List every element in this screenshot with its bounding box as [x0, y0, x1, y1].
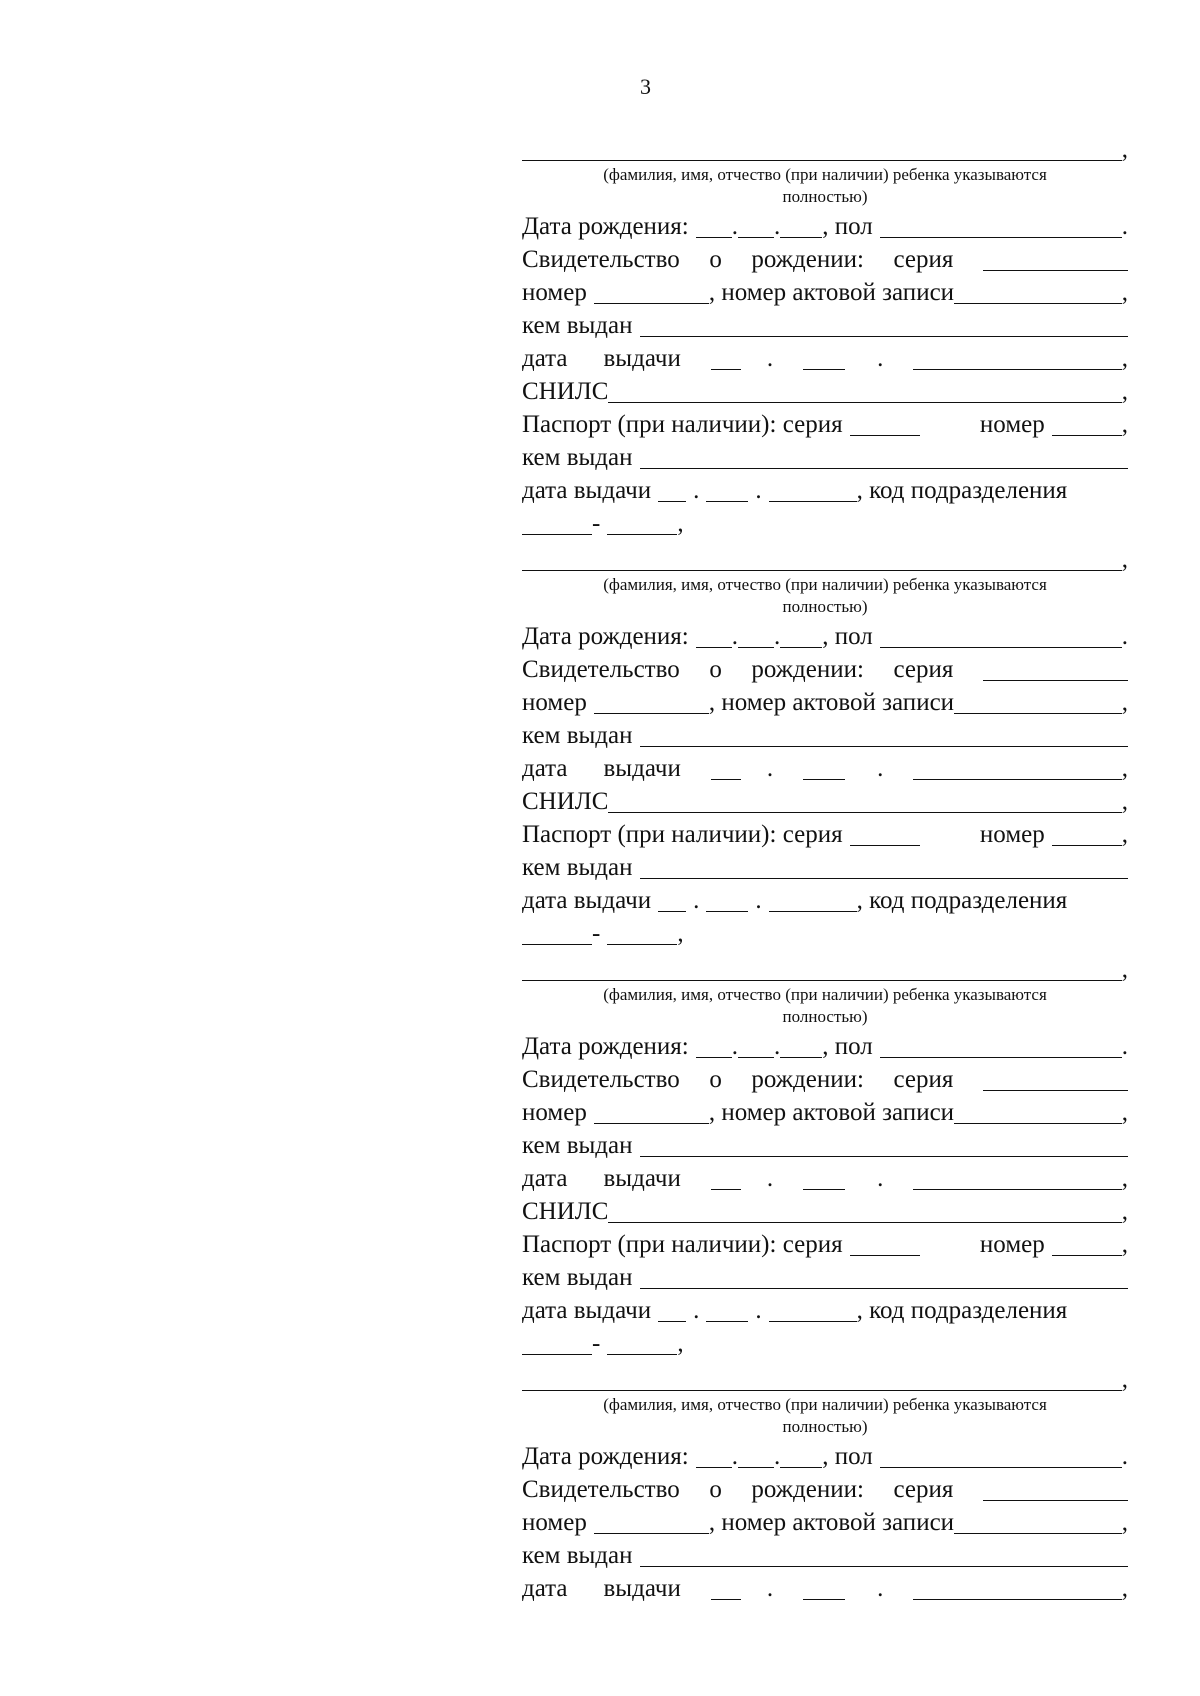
certificate-issue-date-row: дата выдачи . . ,	[522, 1165, 1128, 1192]
passport-issued-by-row: кем выдан	[522, 849, 1128, 882]
certificate-issued-by-row: кем выдан	[522, 307, 1128, 340]
birth-day-field[interactable]	[696, 215, 732, 238]
birth-month-field[interactable]	[738, 625, 774, 648]
page-number: 3	[640, 74, 651, 99]
passport-issue-date-row: дата выдачи . . , код подразделения	[522, 887, 1068, 914]
division-code-row: - ,	[522, 505, 1128, 538]
passport-issue-year-field[interactable]	[769, 889, 857, 912]
passport-row: Паспорт (при наличии): серия номер ,	[522, 1231, 1128, 1258]
passport-row: Паспорт (при наличии): серия номер ,	[522, 821, 1128, 848]
sex-label: , пол	[822, 1033, 873, 1060]
certificate-series-field[interactable]	[983, 1478, 1128, 1501]
birth-day-field[interactable]	[696, 625, 732, 648]
birth-year-field[interactable]	[780, 625, 822, 648]
passport-number-field[interactable]	[1052, 1233, 1122, 1256]
passport-issue-month-field[interactable]	[706, 889, 748, 912]
sex-field[interactable]	[880, 215, 1122, 238]
certificate-issue-month-field[interactable]	[803, 1577, 845, 1600]
child-name-row: ,	[522, 1368, 1128, 1394]
certificate-issue-day-field[interactable]	[711, 1577, 741, 1600]
certificate-issued-by-field[interactable]	[640, 1544, 1129, 1567]
certificate-number-field[interactable]	[594, 1511, 709, 1534]
sex-label: , пол	[822, 213, 873, 240]
certificate-number-field[interactable]	[594, 691, 709, 714]
passport-issued-by-field[interactable]	[640, 856, 1129, 879]
division-code-part2-field[interactable]	[607, 1332, 677, 1355]
child-name-row: ,	[522, 548, 1128, 574]
certificate-issued-by-field[interactable]	[640, 1134, 1129, 1157]
birth-certificate-row: Свидетельство о рождении: серия	[522, 651, 1128, 684]
snils-field[interactable]	[608, 380, 1121, 403]
birth-date-label: Дата рождения:	[522, 623, 689, 650]
birth-year-field[interactable]	[780, 215, 822, 238]
child-name-caption: (фамилия, имя, отчество (при наличии) ребенка указываются полностью)	[603, 575, 1047, 616]
certificate-number-row: номер , номер актовой записи ,	[522, 1509, 1128, 1536]
record-number-field[interactable]	[954, 1511, 1122, 1534]
certificate-issued-by-field[interactable]	[640, 314, 1129, 337]
child-name-caption: (фамилия, имя, отчество (при наличии) ребенка указываются полностью)	[603, 165, 1047, 206]
record-number-field[interactable]	[954, 691, 1122, 714]
certificate-issue-date-row: дата выдачи . . ,	[522, 345, 1128, 372]
snils-row: СНИЛС ,	[522, 788, 1128, 815]
certificate-issue-year-field[interactable]	[913, 1577, 1121, 1600]
birth-certificate-row: Свидетельство о рождении: серия	[522, 1471, 1128, 1504]
child-form-4	[522, 1368, 1128, 1603]
certificate-issue-day-field[interactable]	[711, 347, 741, 370]
certificate-issue-month-field[interactable]	[803, 347, 845, 370]
passport-series-field[interactable]	[850, 413, 920, 436]
child-name-field[interactable]	[522, 958, 1122, 981]
certificate-issue-month-field[interactable]	[803, 757, 845, 780]
certificate-issue-year-field[interactable]	[913, 347, 1121, 370]
division-code-part2-field[interactable]	[607, 922, 677, 945]
snils-row: СНИЛС ,	[522, 378, 1128, 405]
passport-series-field[interactable]	[850, 823, 920, 846]
sex-label: , пол	[822, 1443, 873, 1470]
certificate-issue-year-field[interactable]	[913, 757, 1121, 780]
birth-day-field[interactable]	[696, 1035, 732, 1058]
passport-issue-month-field[interactable]	[706, 1299, 748, 1322]
child-name-field[interactable]	[522, 1368, 1122, 1391]
passport-issue-day-field[interactable]	[658, 889, 686, 912]
birth-date-row: Дата рождения: . . , пол .	[522, 1033, 1128, 1060]
sex-field[interactable]	[880, 1035, 1122, 1058]
certificate-number-row: номер , номер актовой записи ,	[522, 689, 1128, 716]
birth-date-row: Дата рождения: . . , пол .	[522, 213, 1128, 240]
certificate-number-field[interactable]	[594, 1101, 709, 1124]
division-code-row: - ,	[522, 915, 1128, 948]
child-name-caption: (фамилия, имя, отчество (при наличии) ребенка указываются полностью)	[603, 985, 1047, 1026]
birth-date-label: Дата рождения:	[522, 1443, 689, 1470]
birth-certificate-row: Свидетельство о рождении: серия	[522, 1061, 1128, 1094]
snils-field[interactable]	[608, 1200, 1121, 1223]
child-form-3	[522, 958, 1128, 1358]
birth-month-field[interactable]	[738, 215, 774, 238]
passport-issued-by-row: кем выдан	[522, 1259, 1128, 1292]
passport-issue-day-field[interactable]	[658, 1299, 686, 1322]
passport-issue-month-field[interactable]	[706, 479, 748, 502]
certificate-number-row: номер , номер актовой записи ,	[522, 1099, 1128, 1126]
division-code-part1-field[interactable]	[522, 922, 592, 945]
passport-issue-date-row: дата выдачи . . , код подразделения	[522, 1297, 1068, 1324]
certificate-issued-by-row: кем выдан	[522, 1127, 1128, 1160]
certificate-series-field[interactable]	[983, 248, 1128, 271]
certificate-issue-month-field[interactable]	[803, 1167, 845, 1190]
sex-field[interactable]	[880, 1445, 1122, 1468]
certificate-issued-by-row: кем выдан	[522, 1537, 1128, 1570]
certificate-series-field[interactable]	[983, 1068, 1128, 1091]
child-form-2	[522, 548, 1128, 948]
sex-label: , пол	[822, 623, 873, 650]
birth-year-field[interactable]	[780, 1445, 822, 1468]
certificate-issued-by-field[interactable]	[640, 724, 1129, 747]
birth-date-label: Дата рождения:	[522, 1033, 689, 1060]
passport-issue-day-field[interactable]	[658, 479, 686, 502]
passport-issue-year-field[interactable]	[769, 1299, 857, 1322]
birth-day-field[interactable]	[696, 1445, 732, 1468]
passport-row: Паспорт (при наличии): серия номер ,	[522, 411, 1128, 438]
child-name-row: ,	[522, 958, 1128, 984]
passport-issue-year-field[interactable]	[769, 479, 857, 502]
certificate-issue-day-field[interactable]	[711, 757, 741, 780]
division-code-part1-field[interactable]	[522, 1332, 592, 1355]
birth-month-field[interactable]	[738, 1035, 774, 1058]
passport-issue-date-row: дата выдачи . . , код подразделения	[522, 477, 1068, 504]
passport-series-field[interactable]	[850, 1233, 920, 1256]
child-form-1	[522, 138, 1128, 538]
certificate-issue-date-row: дата выдачи . . ,	[522, 755, 1128, 782]
birth-month-field[interactable]	[738, 1445, 774, 1468]
division-code-row: - ,	[522, 1325, 1128, 1358]
record-number-field[interactable]	[954, 281, 1122, 304]
passport-number-field[interactable]	[1052, 413, 1122, 436]
snils-row: СНИЛС ,	[522, 1198, 1128, 1225]
passport-issued-by-field[interactable]	[640, 1266, 1129, 1289]
certificate-issue-year-field[interactable]	[913, 1167, 1121, 1190]
record-number-field[interactable]	[954, 1101, 1122, 1124]
division-code-part2-field[interactable]	[607, 512, 677, 535]
certificate-series-field[interactable]	[983, 658, 1128, 681]
birth-date-label: Дата рождения:	[522, 213, 689, 240]
birth-certificate-row: Свидетельство о рождении: серия	[522, 241, 1128, 274]
certificate-issue-day-field[interactable]	[711, 1167, 741, 1190]
certificate-issue-date-row: дата выдачи . . ,	[522, 1575, 1128, 1602]
birth-date-row: Дата рождения: . . , пол .	[522, 623, 1128, 650]
passport-issued-by-field[interactable]	[640, 446, 1129, 469]
certificate-number-row: номер , номер актовой записи ,	[522, 279, 1128, 306]
certificate-issued-by-row: кем выдан	[522, 717, 1128, 750]
snils-field[interactable]	[608, 790, 1121, 813]
passport-issued-by-row: кем выдан	[522, 439, 1128, 472]
child-name-field[interactable]	[522, 138, 1122, 161]
division-code-part1-field[interactable]	[522, 512, 592, 535]
child-name-field[interactable]	[522, 548, 1122, 571]
child-name-caption: (фамилия, имя, отчество (при наличии) ребенка указываются полностью)	[603, 1395, 1047, 1436]
certificate-number-field[interactable]	[594, 281, 709, 304]
sex-field[interactable]	[880, 625, 1122, 648]
birth-year-field[interactable]	[780, 1035, 822, 1058]
birth-date-row: Дата рождения: . . , пол .	[522, 1443, 1128, 1470]
child-name-row: ,	[522, 138, 1128, 164]
passport-number-field[interactable]	[1052, 823, 1122, 846]
